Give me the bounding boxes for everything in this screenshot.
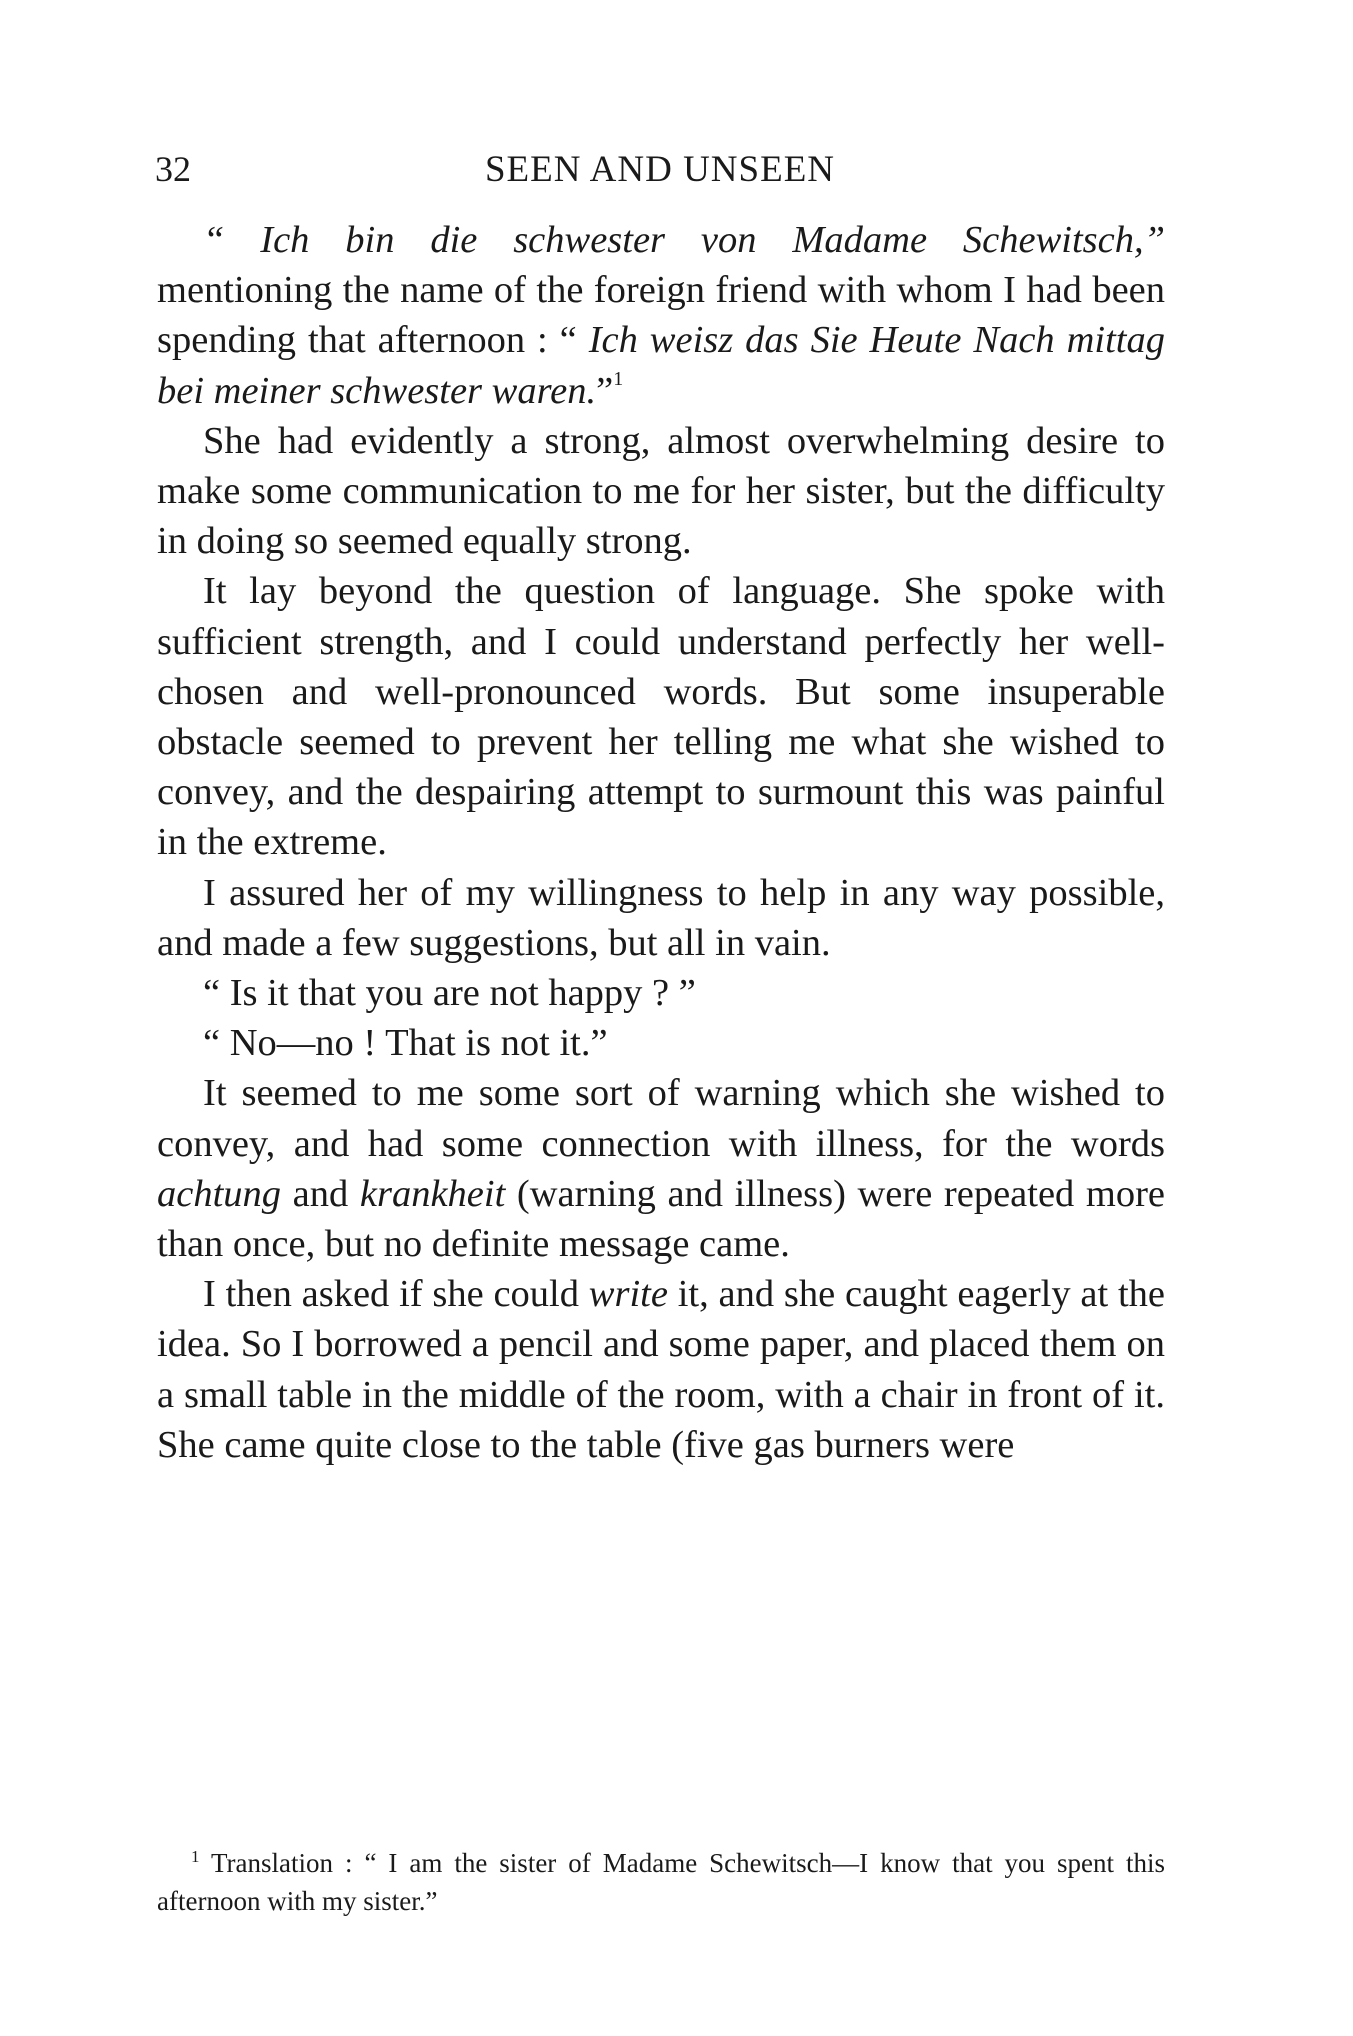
- footnote-reference: 1: [613, 367, 624, 390]
- paragraph-german-quote: [157, 215, 1165, 416]
- quote-context-text: mentioning the name of the foreign friend with whom I had been spending that afternoon : “: [157, 269, 1165, 362]
- text-run: and: [281, 1172, 360, 1215]
- text-run: It seemed to me some sort of warning which she wished to convey, and had some connection with illness, for the words: [157, 1072, 1165, 1165]
- italic-word-krankheit: krankheit: [359, 1172, 506, 1215]
- paragraph: [157, 1269, 1165, 1470]
- body-text: [157, 215, 1165, 1470]
- footnote: [157, 1844, 1165, 1920]
- italic-word-write: write: [588, 1273, 668, 1316]
- page-number: 32: [155, 149, 191, 189]
- page-header: [155, 148, 1165, 196]
- paragraph: It lay beyond the question of language. She spoke with sufficient strength, and I could understand perfectly her well-chosen and well-pronounced words. But some insuperable obstacle seemed to prevent her telling me what she wished to convey, and the despairing attempt to surmount this was painful in the extreme.: [157, 570, 1165, 864]
- footnote-marker: 1: [191, 1847, 200, 1866]
- footnote-text: Translation : “ I am the sister of Madame Schewitsch—I know that you spent this afternoon with my sister.”: [157, 1848, 1165, 1916]
- paragraph: She had evidently a strong, almost overwhelming desire to make some communication to me for her sister, but the difficulty in doing so seemed equally strong.: [157, 419, 1165, 563]
- running-title: SEEN AND UNSEEN: [484, 149, 836, 190]
- german-quote-italic: “ Ich bin die schwester von Madame Schewitsch,”: [203, 219, 1165, 261]
- paragraph: I assured her of my willingness to help in any way possible, and made a few suggestions, but all in vain.: [157, 871, 1165, 964]
- dialogue-line: “ No—no ! That is not it.”: [203, 1022, 608, 1065]
- german-quote-italic-2: Ich weisz das Sie Heute Nach mittag bei meiner schwester waren.: [157, 319, 1165, 412]
- dialogue-line: “ Is it that you are not happy ? ”: [203, 972, 696, 1015]
- italic-word-achtung: achtung: [157, 1172, 282, 1215]
- closing-quote: ”: [596, 369, 614, 412]
- text-run: it, and she caught eagerly at the idea. So I borrowed a pencil and some paper, and placed them on a small table in the middle of the room, with a chair in front of it. She came quite close to the table (five gas burners were: [157, 1273, 1165, 1466]
- text-run: (warning and illness) were repeated more than once, but no definite message came.: [157, 1172, 1166, 1266]
- paragraph: [157, 1068, 1165, 1269]
- text-run: I then asked if she could: [203, 1273, 589, 1316]
